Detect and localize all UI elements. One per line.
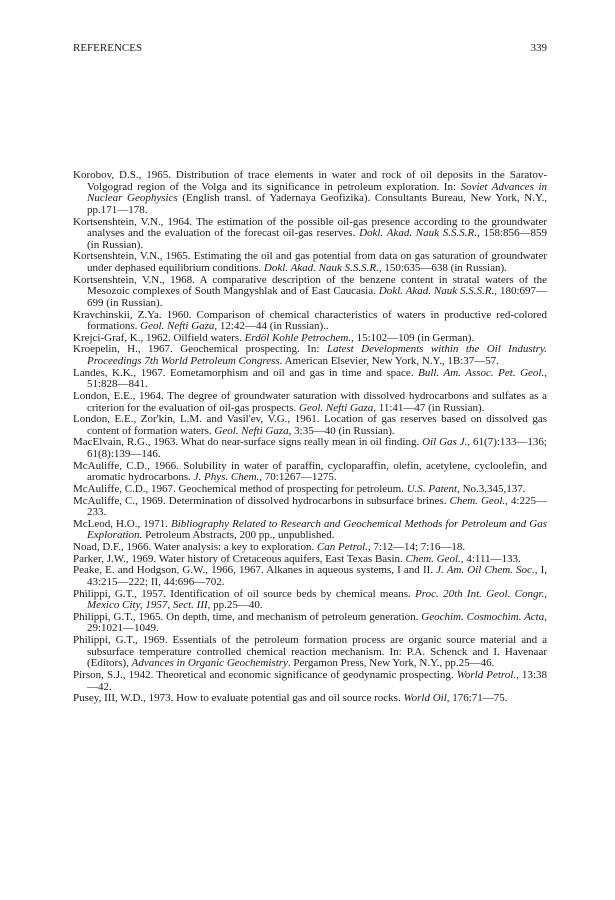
reference-source-title: Proc. 20th Int. Geol. Congr., Mexico City, 1957, Sect. III (87, 587, 548, 612)
reference-entry (73, 693, 547, 705)
reference-entry (73, 344, 547, 367)
reference-text: Peake, E. and Hodgson, G.W., 1966, 1967. Alkanes in aqueous systems, I and II. (73, 564, 437, 577)
reference-text: (English transl. of Yadernaya Geofizika). Consultants Bureau, New York, N.Y., pp.171—178. (87, 192, 547, 216)
reference-source-title: Geochim. Cosmochim. Acta (421, 610, 545, 623)
reference-entry (73, 670, 547, 693)
reference-source-title: J. Am. Oil Chem. Soc. (436, 564, 535, 577)
reference-text: London, E.E., Zor'kin, L.M. and Vasil'ev, V.G., 1961. Location of gas reserves based on dissolved gas content of formation waters. (73, 413, 547, 437)
reference-text: Kortsenshtein, V.N., 1964. The estimation of the possible oil-gas presence according to the groundwater analyses and the evaluation of the forecast oil-gas reserves. (73, 215, 547, 240)
reference-text: , 11:41—47 (in Russian). (373, 401, 485, 414)
reference-text: American Elsevier, New York, N.Y., 1B:37—57. (282, 355, 500, 367)
reference-source-title: Can Petrol. (316, 541, 368, 553)
reference-text: . Pergamon Press, New York, N.Y., pp.25—46. (287, 657, 495, 670)
reference-text: Landes, K.K., 1967. Eometamorphism and oil and gas in time and space. (73, 366, 419, 379)
reference-entry (73, 635, 547, 670)
reference-text: , 51:828—841. (87, 366, 547, 391)
reference-text: London, E.E., 1964. The degree of groundwater saturation with dissolved hydrocarbons and sulfates as a criterion for the evaluation of oil-gas prospects. (73, 389, 547, 414)
reference-text: , 61(7):133—136; 61(8):139—146. (87, 436, 547, 460)
reference-text: , pp.25—40. (207, 599, 263, 612)
reference-text: McAuliffe, C., 1969. Determination of dissolved hydrocarbons in subsurface brines. (73, 494, 450, 507)
reference-text: Krejci-Graf, K., 1962. Oilfield waters. (73, 331, 245, 344)
reference-text: , 12:42—44 (in Russian).. (214, 320, 329, 333)
reference-text: Noad, D.F., 1966. Water analysis: a key to exploration. (73, 541, 317, 553)
reference-entry (73, 310, 547, 333)
reference-entry (73, 368, 547, 391)
reference-text: , I, 43:215—222; II, 44:696—702. (87, 564, 548, 588)
reference-text: Philippi, G.T., 1965. On depth, time, and mechanism of petroleum generation. (73, 610, 422, 623)
reference-entry (73, 217, 547, 252)
reference-source-title: Bull. Am. Assoc. Pet. Geol. (418, 366, 545, 379)
running-header-title: REFERENCES (73, 42, 143, 54)
reference-text: McAuliffe, C.D., 1966. Solubility in water of paraffin, cycloparaffin, olefin, acetylene, cycloolefin, and aromatic hydrocarbons. (73, 459, 547, 484)
reference-source-title: U.S. Patent (406, 482, 458, 495)
reference-source-title: Bibliography Related to Research and Geochemical Methods for Petroleum and Gas Exploration. (87, 517, 547, 542)
reference-entry (73, 275, 547, 310)
reference-text: Pusey, III, W.D., 1973. How to evaluate potential gas and oil source rocks. (73, 692, 404, 705)
reference-text: Kortsenshtein, V.N., 1968. A comparative description of the benzene content in stratal waters of the Mesozoic complexes of South Mangyshlak and of East Caucasia. (73, 273, 547, 298)
reference-source-title: Chem. Geol. (405, 552, 461, 565)
reference-source-title: Dokl. Akad. Nauk S.S.S.R. (263, 262, 379, 274)
reference-text: , No.3,345,137. (457, 482, 526, 495)
reference-list (73, 170, 547, 705)
reference-text: Kroepelin, H., 1967. Geochemical prospecting. In: (73, 343, 327, 356)
reference-text: , 13:38—42. (87, 668, 547, 693)
reference-entry (73, 414, 547, 437)
reference-text: McLeod, H.O., 1971. (73, 517, 172, 530)
reference-text: Philippi, G.T., 1957. Identification of oil source beds by chemical means. (73, 587, 416, 600)
reference-text: , 4:111—133. (460, 552, 521, 565)
reference-source-title: Advances in Organic Geochemistry (131, 657, 288, 670)
page-number: 339 (530, 42, 547, 54)
reference-source-title: J. Phys. Chem. (193, 471, 260, 484)
reference-text: , 176:71—75. (446, 692, 508, 705)
reference-text: , 70:1267—1275. (259, 471, 337, 484)
reference-text: , 158:856—859 (in Russian). (87, 227, 547, 251)
reference-text: Korobov, D.S., 1965. Distribution of trace elements in water and rock of oil deposits in the Saratov-Volgograd region of the Volga and its significance in petroleum exploration. In: (73, 169, 547, 193)
reference-text: , 150:635—638 (in Russian). (378, 262, 507, 274)
reference-entry (73, 496, 547, 519)
reference-entry (73, 437, 547, 460)
reference-text: Parker, J.W., 1969. Water history of Cretaceous aquifers, East Texas Basin. (73, 552, 406, 565)
reference-source-title: World Petrol. (456, 668, 517, 681)
reference-source-title: World Oil (403, 692, 447, 705)
reference-entry (73, 519, 547, 542)
reference-text: Kravchinskii, Z.Ya. 1960. Comparison of chemical characteristics of waters in productive red-colored formations. (73, 308, 547, 333)
reference-entry (73, 589, 547, 612)
reference-text: MacElvain, R.G., 1963. What do near-surface signs really mean in oil finding. (73, 436, 423, 449)
reference-text: , 29:1021—1049. (87, 610, 547, 635)
reference-source-title: Oil Gas J. (422, 436, 468, 449)
reference-entry (73, 391, 547, 414)
reference-source-title: Chem. Geol. (449, 494, 506, 507)
reference-source-title: Dokl. Akad. Nauk S.S.S.R. (378, 285, 495, 298)
reference-entry (73, 612, 547, 635)
reference-source-title: Geol. Nefti Gaza (214, 424, 289, 437)
reference-text: Petroleum Abstracts, 200 pp., unpublished. (142, 529, 335, 542)
reference-text: , 3:35—40 (in Russian). (288, 424, 395, 437)
reference-source-title: Latest Developments within the Oil Industry. Proceedings 7th World Petroleum Congress. (87, 343, 547, 367)
running-header (73, 42, 547, 54)
reference-source-title: Soviet Advances in Nuclear Geophysics (87, 180, 547, 205)
reference-text: , 180:697—699 (in Russian). (87, 285, 547, 309)
reference-text: , 7:12—14; 7:16—18. (367, 541, 466, 553)
reference-entry (73, 565, 547, 588)
reference-source-title: Dokl. Akad. Nauk S.S.S.R. (359, 227, 477, 240)
reference-source-title: Geol. Nefti Gaza (299, 401, 374, 414)
reference-source-title: Erdöl Kohle Petrochem. (244, 331, 352, 344)
reference-text: Pirson, S.J., 1942. Theoretical and economic significance of geodynamic prospecting. (73, 668, 457, 681)
reference-text: , 15:102—109 (in German). (351, 331, 475, 344)
reference-entry (73, 251, 547, 274)
reference-entry (73, 461, 547, 484)
reference-text: McAuliffe, C.D., 1967. Geochemical method of prospecting for petroleum. (73, 482, 407, 495)
reference-source-title: Geol. Nefti Gaza (140, 320, 215, 333)
reference-text: , 4:225—233. (87, 494, 547, 519)
reference-text: Philippi, G.T., 1969. Essentials of the petroleum formation process are organic source material and a subsurface temperature controlled chemical reaction mechanism. In: P.A. Schenck and I. Havenaar (Editors), (73, 634, 547, 670)
reference-text: Kortsenshtein, V.N., 1965. Estimating the oil and gas potential from data on gas saturation of groundwater under dephased equilibrium conditions. (73, 250, 547, 274)
reference-entry (73, 170, 547, 217)
